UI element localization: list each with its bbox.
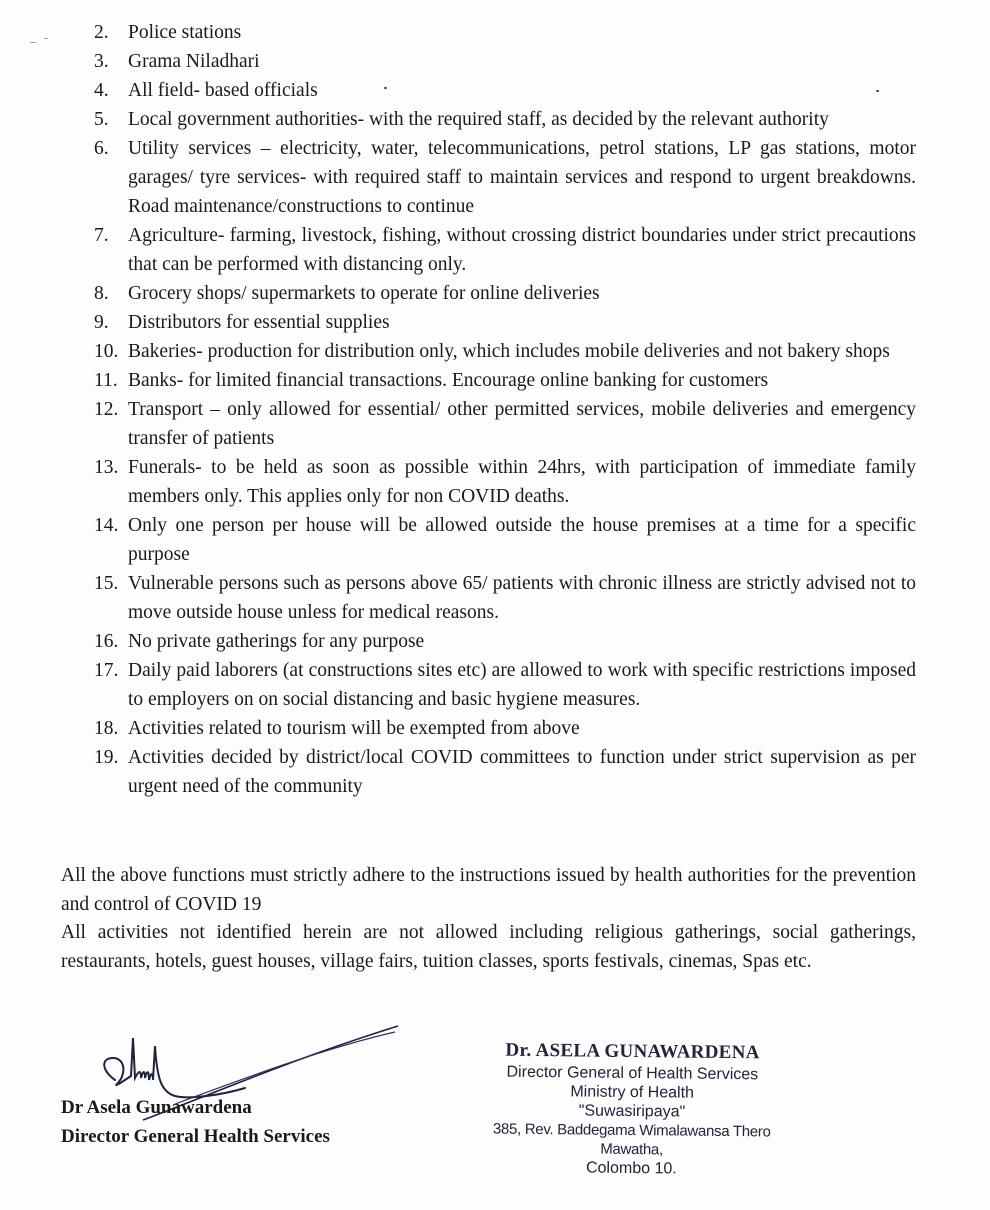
list-item-text: Grocery shops/ supermarkets to operate for online deliveries bbox=[128, 283, 600, 304]
stamp-address-line1: 385, Rev. Baddegama Wimalawansa Thero Mawatha, bbox=[492, 1120, 771, 1159]
list-item-text: Only one person per house will be allowed outside the house premises at a time for a specific purpose bbox=[128, 515, 916, 565]
list-item: 2. Police stations bbox=[94, 18, 916, 47]
list-item: 16. No private gatherings for any purpose bbox=[94, 627, 916, 656]
signatory-block bbox=[61, 1093, 330, 1151]
stamp-ministry: Ministry of Health bbox=[570, 1083, 695, 1102]
list-item: 9. Distributors for essential supplies bbox=[94, 308, 916, 337]
list-item: 10. Bakeries- production for distribution only, which includes mobile deliveries and not bakery shops bbox=[94, 337, 916, 366]
list-item-text: Utility services – electricity, water, telecommunications, petrol stations, LP gas stations, motor garages/ tyre services- with required staff to maintain services and respond to urgent breakdowns. Road maintenance/constructions to continue bbox=[128, 138, 916, 217]
list-item-text: Activities decided by district/local COVID committees to function under strict supervision as per urgent need of the community bbox=[128, 747, 916, 797]
signatory-title: Director General Health Services bbox=[61, 1126, 330, 1147]
list-item-text: Distributors for essential supplies bbox=[128, 312, 390, 333]
list-item-text: Transport – only allowed for essential/ other permitted services, mobile deliveries and emergency transfer of patients bbox=[128, 399, 916, 449]
stamp-building: "Suwasiripaya" bbox=[578, 1102, 686, 1121]
list-item: 3. Grama Niladhari bbox=[94, 47, 916, 76]
list-item: 12. Transport – only allowed for essential/ other permitted services, mobile deliveries and emergency transfer of patients bbox=[94, 395, 916, 453]
list-item-text: Vulnerable persons such as persons above 65/ patients with chronic illness are strictly advised not to move outside house unless for medical reasons. bbox=[128, 573, 916, 623]
list-item: 15. Vulnerable persons such as persons above 65/ patients with chronic illness are strictly advised not to move outside house unless for medical reasons. bbox=[94, 569, 916, 627]
list-item: 6. Utility services – electricity, water, telecommunications, petrol stations, LP gas stations, motor garages/ tyre services- with required staff to maintain services and respond to urgent breakdowns. Road maintenance/constructions to continue bbox=[94, 134, 916, 221]
permitted-services-list bbox=[94, 18, 916, 801]
list-item: 18. Activities related to tourism will be exempted from above bbox=[94, 714, 916, 743]
list-item-text: Grama Niladhari bbox=[128, 51, 260, 72]
list-item: 7. Agriculture- farming, livestock, fishing, without crossing district boundaries under strict precautions that can be performed with distancing only. bbox=[94, 221, 916, 279]
list-item-text: All field- based officials bbox=[128, 80, 318, 101]
stamp-name: Dr. ASELA GUNAWARDENA bbox=[505, 1039, 760, 1064]
list-item: 5. Local government authorities- with the required staff, as decided by the relevant authority bbox=[94, 105, 916, 134]
list-item-text: Activities related to tourism will be exempted from above bbox=[128, 718, 580, 739]
list-item-text: Funerals- to be held as soon as possible within 24hrs, with participation of immediate family members only. This applies only for non COVID deaths. bbox=[128, 457, 916, 507]
official-stamp bbox=[461, 1038, 802, 1180]
list-item: 14. Only one person per house will be allowed outside the house premises at a time for a specific purpose bbox=[94, 511, 916, 569]
list-item-text: No private gatherings for any purpose bbox=[128, 631, 425, 652]
list-item: 13. Funerals- to be held as soon as possible within 24hrs, with participation of immediate family members only. This applies only for non COVID deaths. bbox=[94, 453, 916, 511]
adherence-paragraph: All the above functions must strictly adhere to the instructions issued by health authorities for the prevention and control of COVID 19 bbox=[61, 865, 916, 915]
scan-speck bbox=[30, 42, 36, 43]
stamp-title: Director General of Health Services bbox=[506, 1063, 759, 1084]
list-item-text: Daily paid laborers (at constructions sites etc) are allowed to work with specific restrictions imposed to employers on on social distancing and basic hygiene measures. bbox=[128, 660, 916, 710]
list-item-text: Bakeries- production for distribution only, which includes mobile deliveries and not bakery shops bbox=[128, 341, 890, 362]
list-item: 8. Grocery shops/ supermarkets to operate for online deliveries bbox=[94, 279, 916, 308]
stamp-address-line2: Colombo 10. bbox=[585, 1159, 677, 1178]
restrictions-paragraph: All activities not identified herein are not allowed including religious gatherings, social gatherings, restaurants, hotels, guest houses, village fairs, tuition classes, sports festivals, cinemas, Spas etc. bbox=[61, 922, 916, 972]
list-item: 4. All field- based officials bbox=[94, 76, 916, 105]
list-item: 17. Daily paid laborers (at constructions sites etc) are allowed to work with specific restrictions imposed to employers on on social distancing and basic hygiene measures. bbox=[94, 656, 916, 714]
list-item-text: Local government authorities- with the required staff, as decided by the relevant authority bbox=[128, 109, 829, 130]
scan-speck bbox=[44, 38, 48, 39]
signatory-name: Dr Asela Gunawardena bbox=[61, 1097, 252, 1118]
list-item: 19. Activities decided by district/local COVID committees to function under strict supervision as per urgent need of the community bbox=[94, 743, 916, 801]
list-item: 11. Banks- for limited financial transactions. Encourage online banking for customers bbox=[94, 366, 916, 395]
list-item-text: Banks- for limited financial transactions. Encourage online banking for customers bbox=[128, 370, 769, 391]
list-item-text: Police stations bbox=[128, 22, 242, 43]
list-item-text: Agriculture- farming, livestock, fishing, without crossing district boundaries under strict precautions that can be performed with distancing only. bbox=[128, 225, 916, 275]
